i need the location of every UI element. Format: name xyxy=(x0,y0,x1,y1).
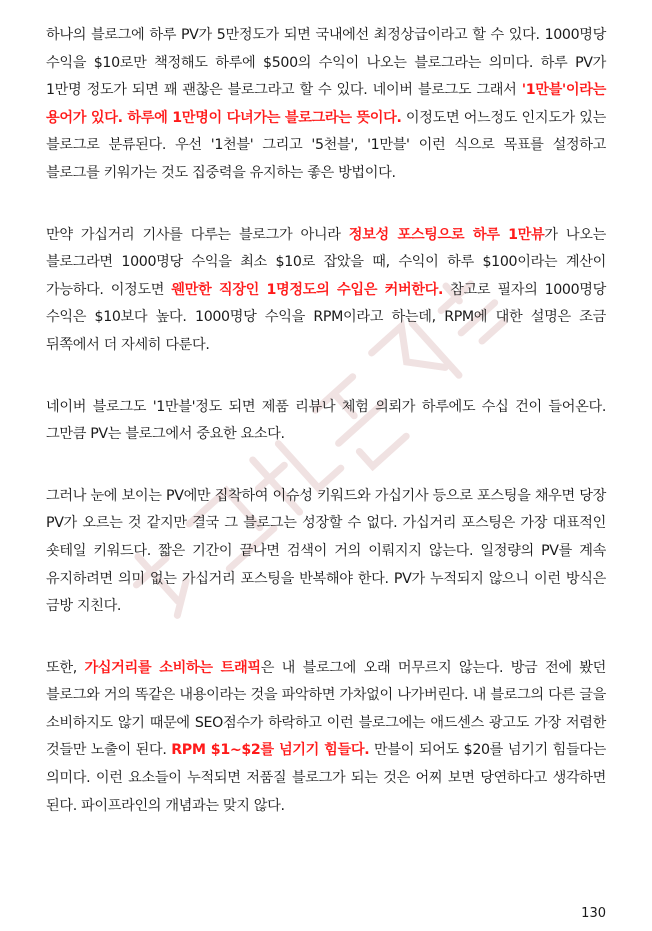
paragraph-2-highlight-2: 웬만한 직장인 1명정도의 수입은 커버한다. xyxy=(171,281,444,298)
paragraph-1-highlight-1: '1만블'이라는 용어가 있다. 하루에 1만명이 다녀가는 블로그라는 뜻이다. xyxy=(46,82,606,126)
paragraph-4 xyxy=(46,483,606,621)
paragraph-1-text-1: 하나의 블로그에 하루 PV가 5만정도가 되면 국내에선 최정상급이라고 할 수 있다. 1000명당 수익을 $10로만 책정해도 하루에 $500의 수익이 나오는 블로그라는 의미다. 하루 PV가 1만명 정도가 되면 꽤 괜찮은 블로그라고 할 수 있다. 네이버 블로그도 그래서 xyxy=(46,27,606,99)
paragraph-5-text-2: 은 내 블로그에 오래 머무르지 않는다. 방금 전에 봤던 블로그와 거의 똑같은 내용이라는 것을 파악하면 가차없이 나가버린다. 내 블로그의 다른 글을 소비하지도 않기 때문에 SEO점수가 하락하고 이런 블로그에는 애드센스 광고도 가장 저렴한 것들만 노출이 된다. xyxy=(46,659,606,759)
paragraph-5 xyxy=(46,655,606,821)
paragraph-1-text-2: 이정도면 어느정도 인지도가 있는 블로그로 분류된다. 우선 '1천블' 그리고 '5천블', '1만블' 이런 식으로 목표를 설정하고 블로그를 키워가는 것도 집중력을 유지하는 좋은 방법이다. xyxy=(46,109,606,181)
document-body xyxy=(46,22,606,820)
paragraph-2-highlight-1: 정보성 포스팅으로 하루 1만뷰 xyxy=(348,226,545,243)
paragraph-2 xyxy=(46,222,606,360)
paragraph-3-text-1: 네이버 블로그도 '1만블'정도 되면 제품 리뷰나 체험 의뢰가 하루에도 수십 건이 들어온다. 그만큼 PV는 블로그에서 중요한 요소다. xyxy=(46,398,606,443)
paragraph-3 xyxy=(46,394,606,449)
paragraph-5-highlight-1: 가십거리를 소비하는 트래픽 xyxy=(84,659,261,676)
paragraph-5-text-3: 만블이 되어도 $20를 넘기기 힘들다는 의미다. 이런 요소들이 누적되면 저품질 블로그가 되는 것은 어찌 보면 당연하다고 생각하면 된다. 파이프라인의 개념과는 맞지 않다. xyxy=(46,742,607,814)
paragraph-4-text-1: 그러나 눈에 보이는 PV에만 집착하여 이슈성 키워드와 가십기사 등으로 포스팅을 채우면 당장 PV가 오르는 것 같지만 결국 그 블로그는 성장할 수 없다. 가십거리 포스팅은 가장 대표적인 숏테일 키워드다. 짧은 기간이 끝나면 검색이 거의 이뤄지지 않는다. 일정량의 PV를 계속 유지하려면 의미 없는 가십거리 포스팅을 반복해야 한다. PV가 누적되지 않으니 이런 방식은 금방 지친다. xyxy=(46,487,606,615)
paragraph-1 xyxy=(46,22,606,188)
paragraph-2-text-3: 참고로 필자의 1000명당 수익은 $10보다 높다. 1000명당 수익을 RPM이라고 하는데, RPM에 대한 설명은 조금 뒤쪽에서 더 자세히 다룬다. xyxy=(46,281,606,353)
paragraph-5-highlight-2: RPM $1~$2를 넘기기 힘들다. xyxy=(171,742,370,759)
paragraph-5-text-1: 또한, xyxy=(46,659,85,676)
paragraph-2-text-2: 가 나오는 블로그라면 1000명당 수익을 최소 $10로 잡았을 때, 수익이 하루 $100이라는 계산이 가능하다. 이정도면 xyxy=(46,226,606,298)
page-number: 130 xyxy=(581,906,606,921)
paragraph-2-text-1: 만약 가십거리 기사를 다루는 블로그가 아니라 xyxy=(46,226,349,243)
